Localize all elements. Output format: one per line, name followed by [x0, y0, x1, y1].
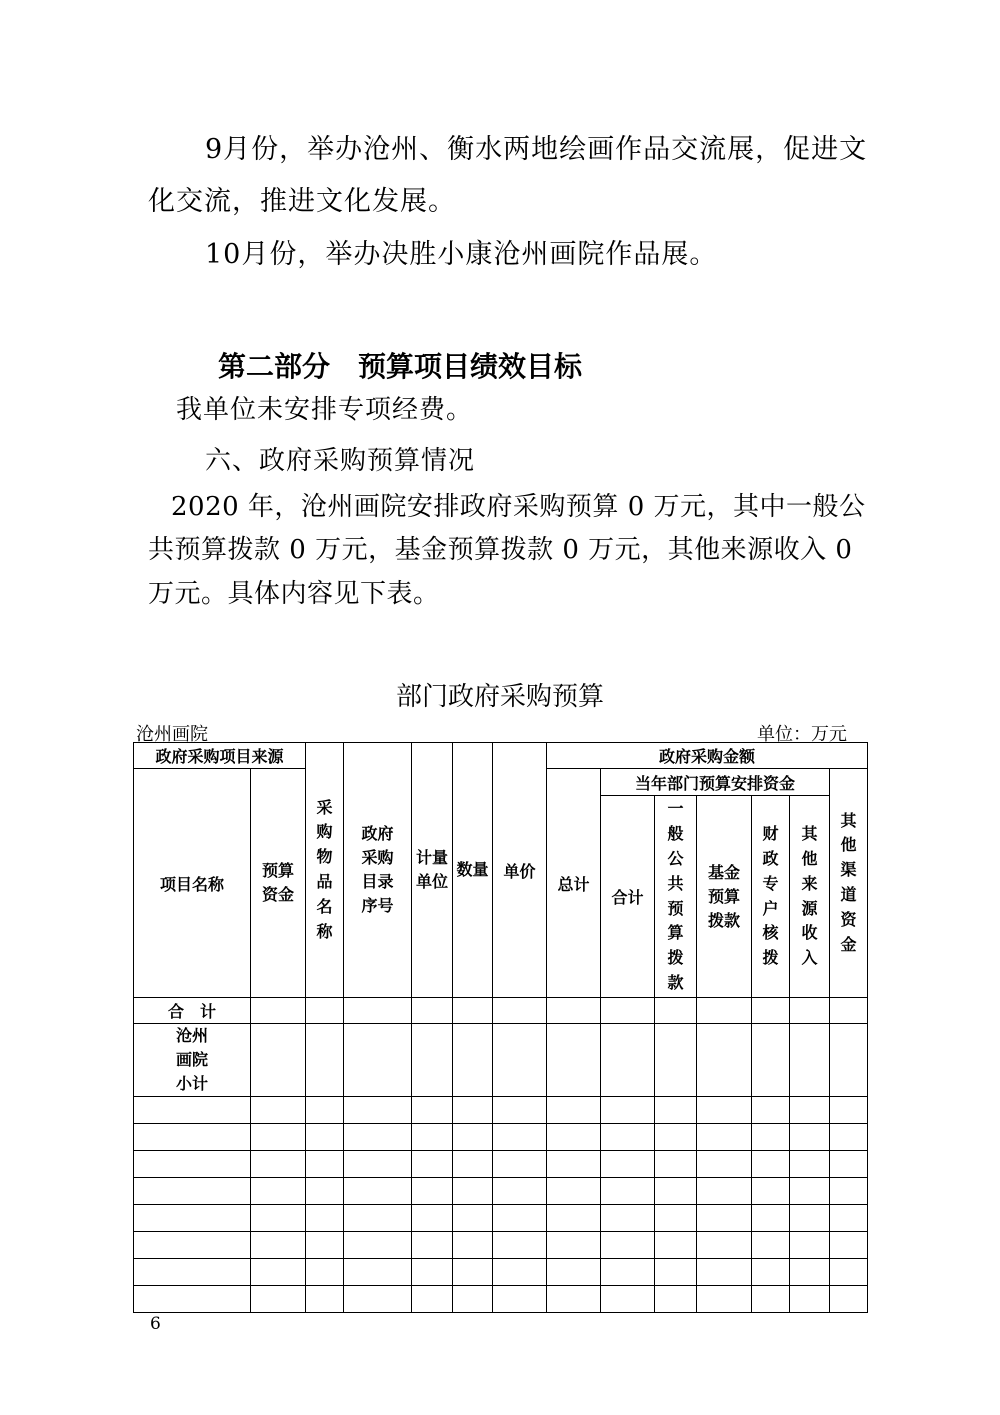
table-row-total [134, 998, 868, 1024]
unit-label: 单位：万元 [757, 724, 847, 745]
table-row-unit-subtotal [134, 1024, 868, 1097]
no-funds-note: 我单位未安排专项经费。 [176, 395, 474, 425]
table-row [134, 1178, 868, 1205]
header-unit-price: 单价 [493, 743, 547, 998]
header-subtotal: 合计 [601, 796, 655, 998]
paragraph-exhibition-sep-line2: 化交流，推进文化发展。 [148, 186, 456, 217]
header-amount-group: 政府采购金额 [547, 743, 868, 769]
table-row [134, 1286, 868, 1313]
procurement-text-line3: 万元。具体内容见下表。 [148, 579, 440, 609]
table-row [134, 1259, 868, 1286]
row-total-label: 合 计 [134, 998, 251, 1024]
header-quantity: 数量 [453, 743, 493, 998]
header-current-year-group: 当年部门预算安排资金 [601, 769, 830, 796]
procurement-text-line2: 共预算拨款 0 万元，基金预算拨款 0 万元，其他来源收入 0 [148, 535, 853, 565]
header-other-income: 其 他 来 源 收 入 [790, 796, 830, 998]
procurement-heading: 六、政府采购预算情况 [205, 446, 476, 476]
header-fiscal-account: 财 政 专 户 核 拨 [752, 796, 790, 998]
table-row [134, 1151, 868, 1178]
header-other-channels: 其 他 渠 道 资 金 [830, 769, 868, 998]
table-row [134, 1124, 868, 1151]
header-source-group: 政府采购项目来源 [134, 743, 306, 769]
procurement-budget-table [133, 742, 868, 1313]
header-general-budget: 一 般 公 共 预 算 拨 款 [655, 796, 697, 998]
paragraph-exhibition-sep-line1: 9月份，举办沧州、衡水两地绘画作品交流展，促进文 [205, 134, 868, 165]
header-fund-budget: 基金 预算 拨款 [697, 796, 752, 998]
procurement-text-line1: 2020 年，沧州画院安排政府采购预算 0 万元，其中一般公 [171, 492, 866, 522]
row-unit-subtotal-label: 沧州 画院 小计 [134, 1024, 251, 1097]
header-catalog-no: 政府 采购 目录 序号 [344, 743, 412, 998]
table-row [134, 1205, 868, 1232]
table-title: 部门政府采购预算 [395, 682, 604, 712]
table-row [134, 1097, 868, 1124]
header-item-name: 采 购 物 品 名 称 [306, 743, 344, 998]
page-number: 6 [150, 1314, 161, 1334]
header-unit: 计量 单位 [412, 743, 453, 998]
paragraph-exhibition-oct: 10月份，举办决胜小康沧州画院作品展。 [205, 239, 718, 270]
header-total: 总计 [547, 769, 601, 998]
section-heading: 第二部分 预算项目绩效目标 [218, 350, 583, 383]
header-budget-funds: 预算 资金 [251, 769, 306, 998]
table-row [134, 1232, 868, 1259]
header-project-name: 项目名称 [134, 769, 251, 998]
unit-name: 沧州画院 [136, 724, 208, 745]
